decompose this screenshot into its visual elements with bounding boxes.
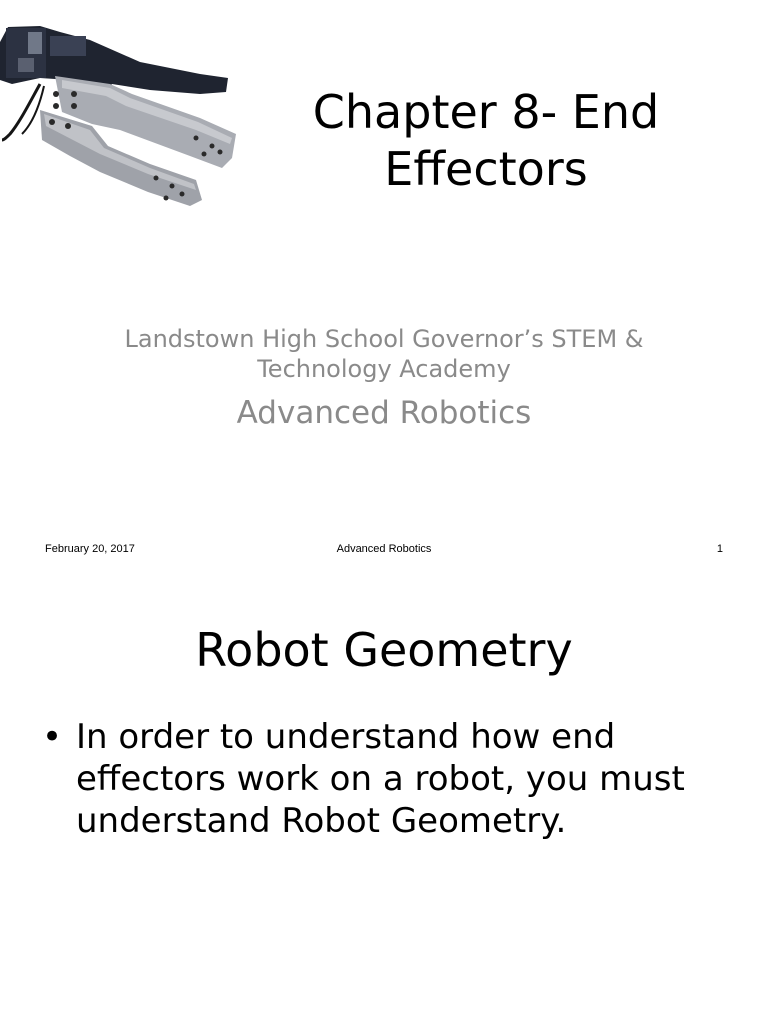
- footer-page-number: 1: [716, 543, 723, 555]
- robot-gripper-image: [0, 22, 245, 222]
- school-subtitle: Landstown High School Governor’s STEM & Technology Academy: [124, 325, 644, 383]
- course-subtitle: Advanced Robotics: [236, 395, 532, 431]
- slide-title: Robot Geometry: [195, 623, 573, 677]
- bullet-item: [42, 716, 722, 842]
- footer-center-text: Advanced Robotics: [336, 543, 432, 555]
- slide-title: Chapter 8- End Effectors: [312, 85, 660, 196]
- footer-date: February 20, 2017: [45, 543, 135, 555]
- bullet-list: [42, 716, 722, 842]
- slide-2: [0, 576, 768, 1024]
- bullet-marker: •: [42, 717, 63, 757]
- bullet-text: In order to understand how end effectors work on a robot, you must understand Robot Geometry.: [76, 717, 685, 841]
